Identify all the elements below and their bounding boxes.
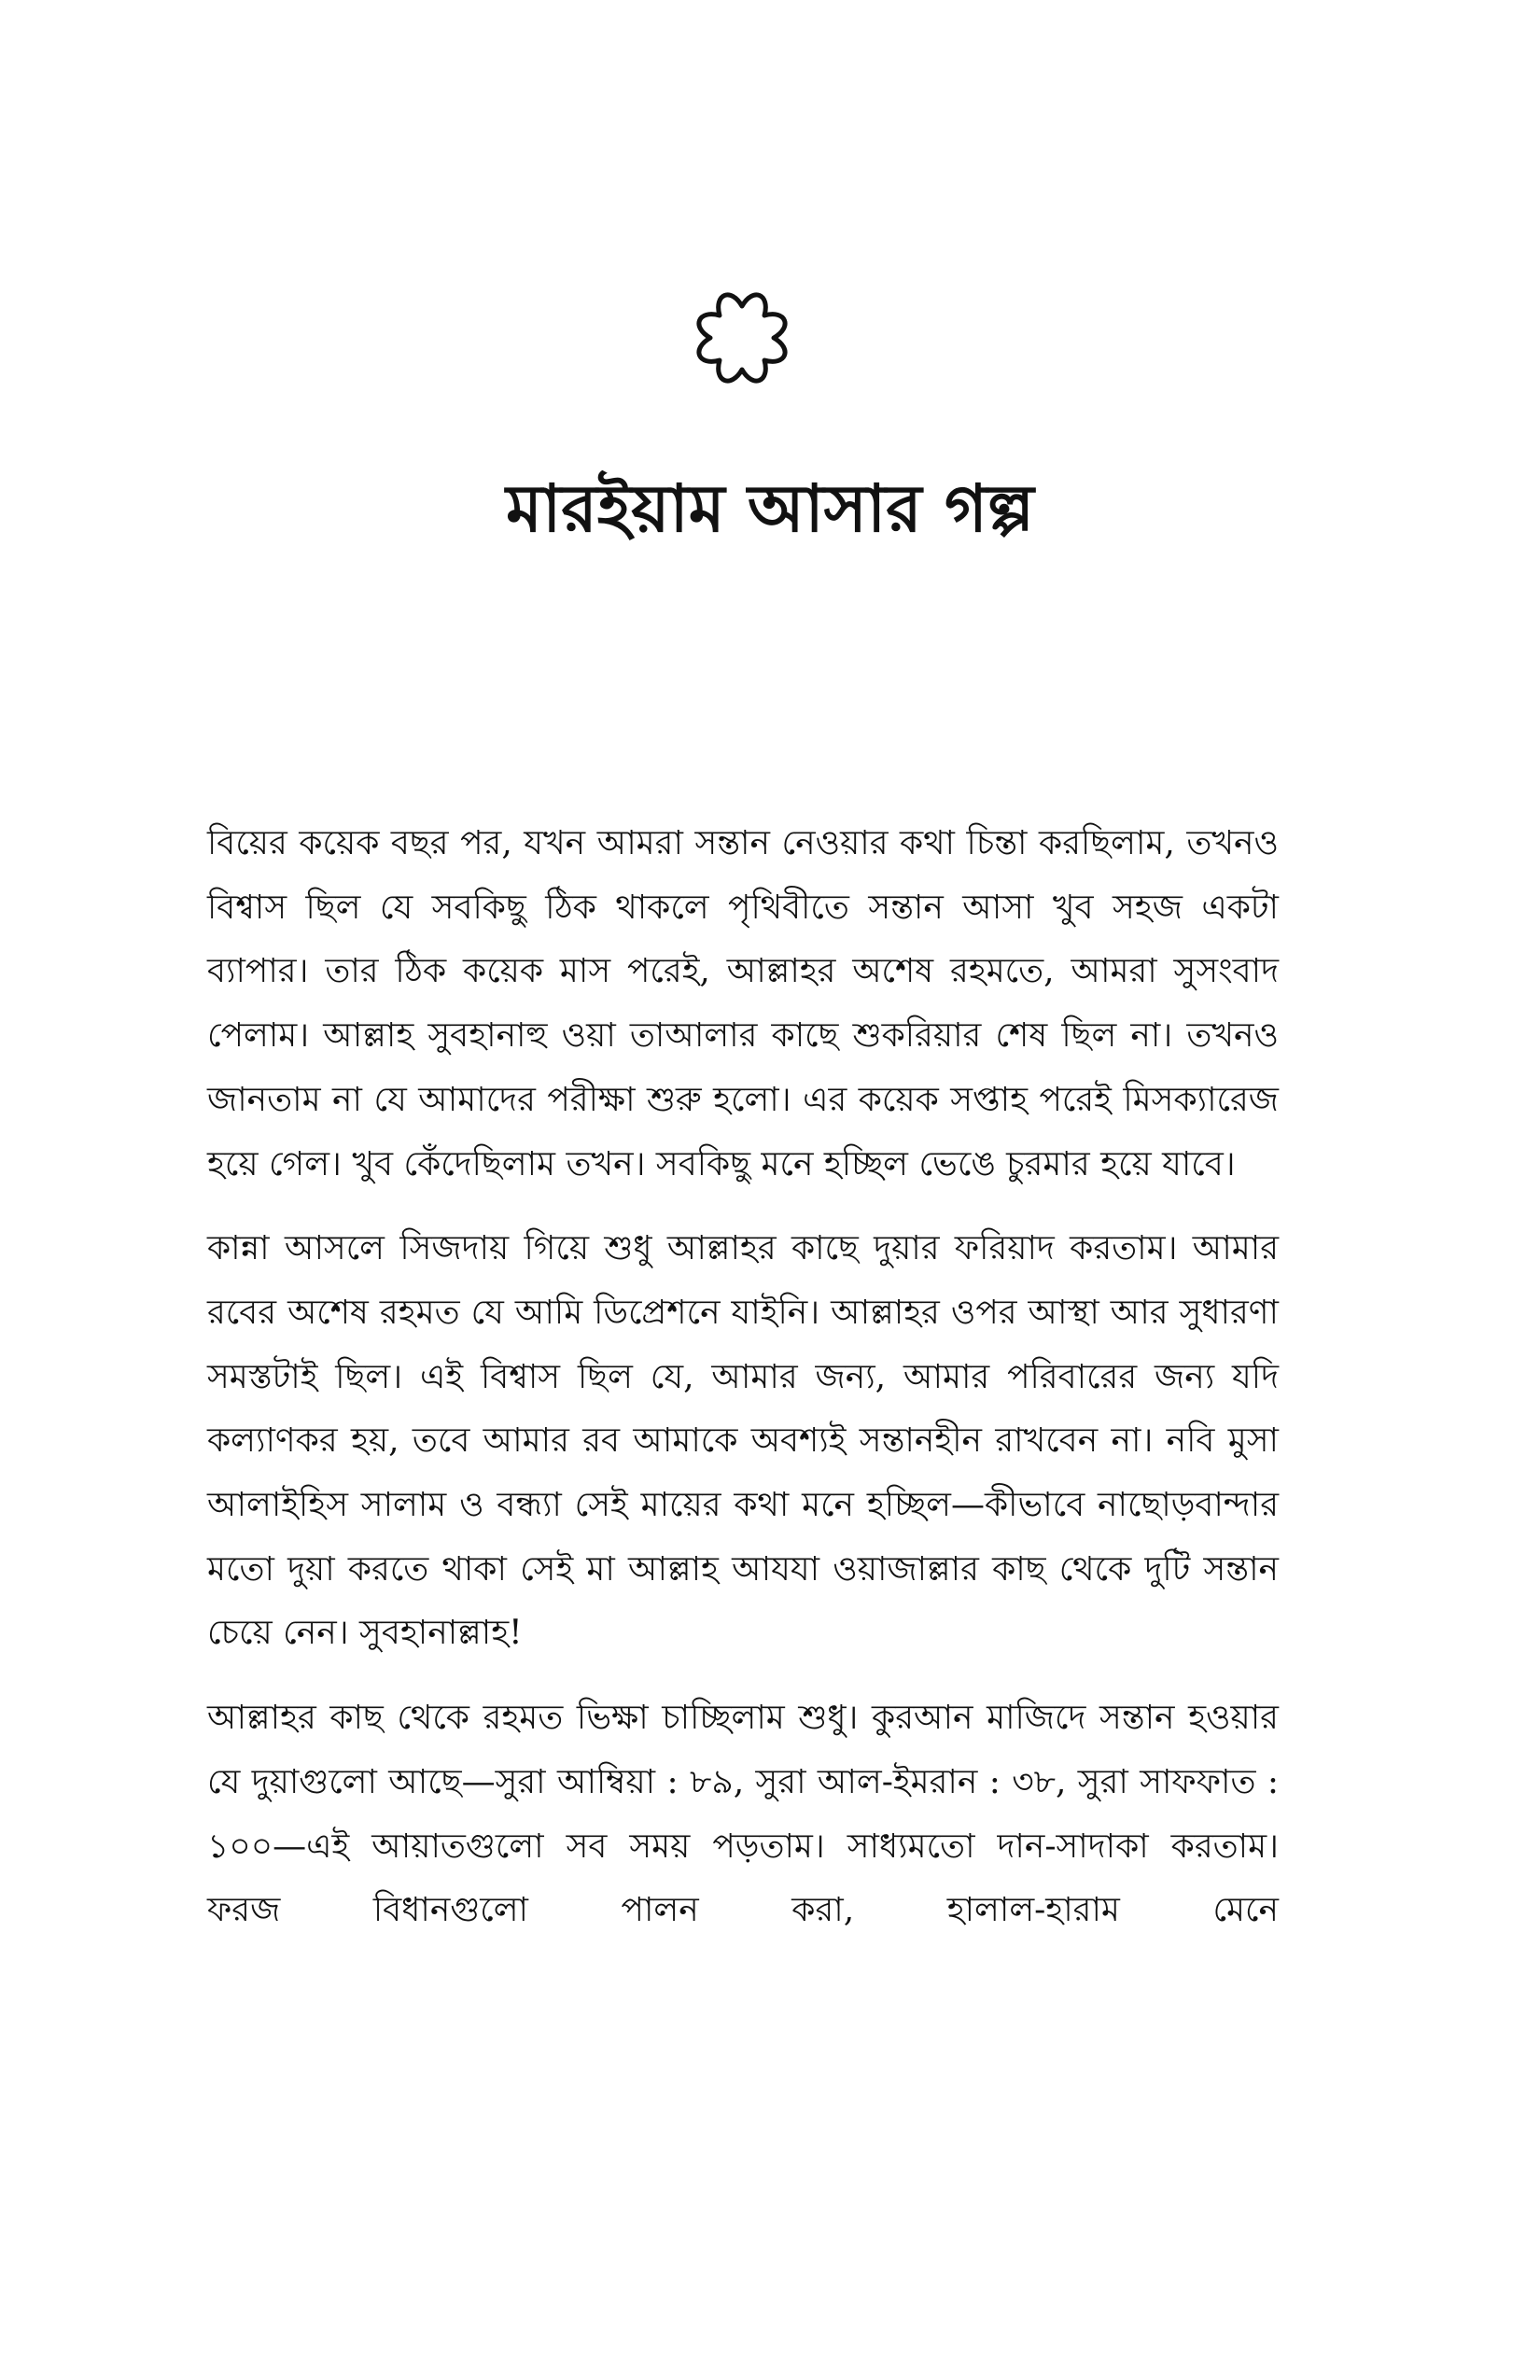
chapter-body: [207, 812, 1279, 1964]
paragraph-3: আল্লাহর কাছ থেকে রহমত ভিক্ষা চাচ্ছিলাম শুধু। কুরআন মাজিদে সন্তান হওয়ার যে দুয়াগুলো আছে—সুরা আম্বিয়া : ৮৯, সুরা আল-ইমরান : ৩৮, সুরা সাফফাত : ১০০—এই আয়াতগুলো সব সময় পড়তাম। সাধ্যমতো দান-সাদাকা করতাম। ফরজ বিধানগুলো পালন করা, হালাল-হারাম মেনে: [207, 1699, 1279, 1930]
chapter-title: মারইয়াম আসার গল্প: [506, 469, 1034, 547]
paragraph-1: বিয়ের কয়েক বছর পর, যখন আমরা সন্তান নেওয়ার কথা চিন্তা করছিলাম, তখনও বিশ্বাস ছিল যে সবকিছু ঠিক থাকলে পৃথিবীতে সন্তান আসা খুব সহজ একটা ব্যাপার। তার ঠিক কয়েক মাস পরেই, আল্লাহর অশেষ রহমতে, আমরা সুসংবাদ পেলাম। আল্লাহ সুবহানাহু ওয়া তাআলার কাছে শুকরিয়ার শেষ ছিল না। তখনও জানতাম না যে আমাদের পরীক্ষা শুরু হলো। এর কয়েক সপ্তাহ পরেই মিসক্যারেজ হয়ে গেল। খুব কেঁদেছিলাম তখন। সবকিছু মনে হচ্ছিল ভেঙে চুরমার হয়ে যাবে।: [207, 824, 1279, 1183]
flower-ornament-icon: [684, 280, 800, 396]
paragraph-2: কান্না আসলে সিজদায় গিয়ে শুধু আল্লাহর কাছে দুয়ার ফরিয়াদ করতাম। আমার রবের অশেষ রহমত যে আমি ডিপ্রেশনে যাইনি। আল্লাহর ওপর আস্থা আর সুধারণা সমস্তটাই ছিল। এই বিশ্বাস ছিল যে, আমার জন্য, আমার পরিবারের জন্য যদি কল্যাণকর হয়, তবে আমার রব আমাকে অবশ্যই সন্তানহীন রাখবেন না। নবি মুসা আলাইহিস সালাম ও বন্ধ্যা সেই মায়ের কথা মনে হচ্ছিল—কীভাবে নাছোড়বান্দার মতো দুয়া করতে থাকা সেই মা আল্লাহ আযযা ওয়াজাল্লার কাছ থেকে দুটি সন্তান চেয়ে নেন। সুবহানাল্লাহ!: [207, 1229, 1279, 1653]
